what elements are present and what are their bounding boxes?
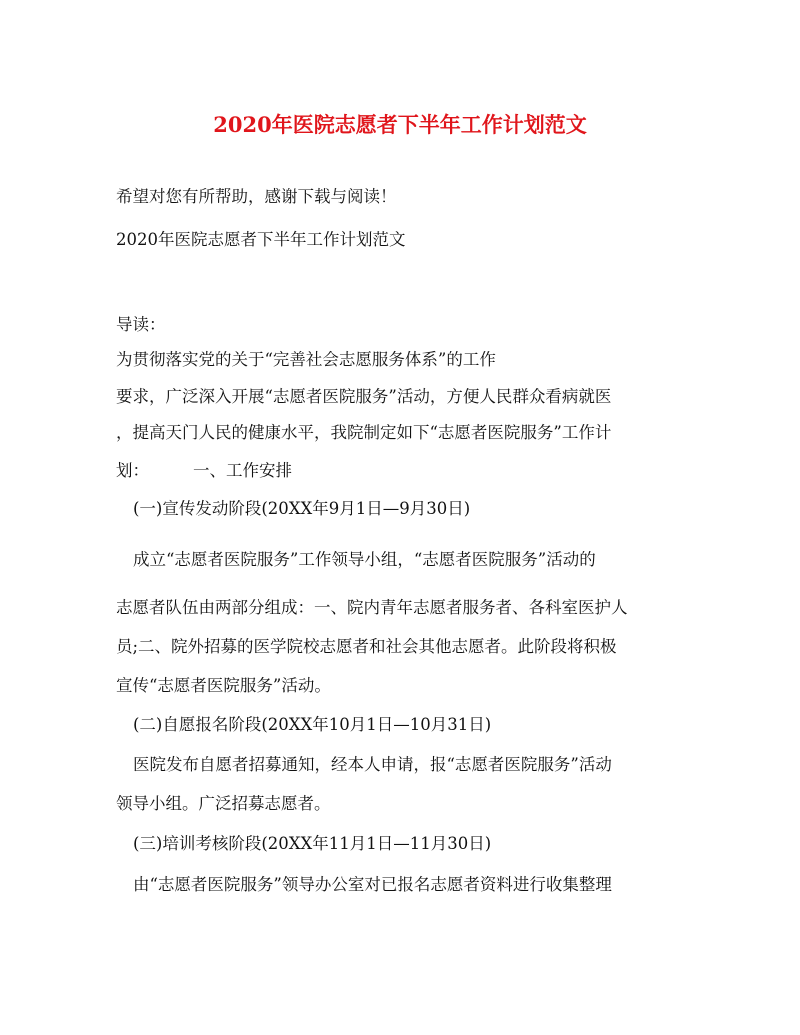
paragraph-line: 员;二、院外招募的医学院校志愿者和社会其他志愿者。此阶段将积极 [116, 637, 617, 656]
paragraph-line: 由“志愿者医院服务”领导办公室对已报名志愿者资料进行收集整理 [133, 875, 612, 894]
stage-heading: (一)宣传发动阶段(20XX年9月1日—9月30日) [133, 499, 471, 518]
paragraph-line: 为贯彻落实党的关于“完善社会志愿服务体系”的工作 [116, 350, 496, 369]
subtitle-line: 2020年医院志愿者下半年工作计划范文 [116, 230, 406, 249]
section-heading: 一、工作安排 [193, 461, 292, 480]
stage-heading: (三)培训考核阶段(20XX年11月1日—11月30日) [133, 834, 492, 853]
greeting-line: 希望对您有所帮助，感谢下载与阅读！ [116, 187, 397, 206]
paragraph-line: 领导小组。广泛招募志愿者。 [116, 794, 331, 813]
document-title: 2020年医院志愿者下半年工作计划范文 [213, 112, 587, 137]
paragraph-line: 宣传“志愿者医院服务”活动。 [116, 676, 331, 695]
intro-label: 导读： [116, 315, 166, 334]
paragraph-line: 成立“志愿者医院服务”工作领导小组，“志愿者医院服务”活动的 [133, 550, 596, 569]
paragraph-line [116, 458, 292, 484]
paragraph-line: 志愿者队伍由两部分组成：一、院内青年志愿者服务者、各科室医护人 [116, 598, 628, 617]
plan-label: 划： [116, 461, 149, 480]
paragraph-line: ，提高天门人民的健康水平，我院制定如下“志愿者医院服务”工作计 [116, 423, 612, 442]
stage-heading: (二)自愿报名阶段(20XX年10月1日—10月31日) [133, 715, 492, 734]
paragraph-line: 医院发布自愿者招募通知，经本人申请，报“志愿者医院服务”活动 [133, 755, 612, 774]
paragraph-line: 要求，广泛深入开展“志愿者医院服务”活动，方便人民群众看病就医 [116, 387, 612, 406]
